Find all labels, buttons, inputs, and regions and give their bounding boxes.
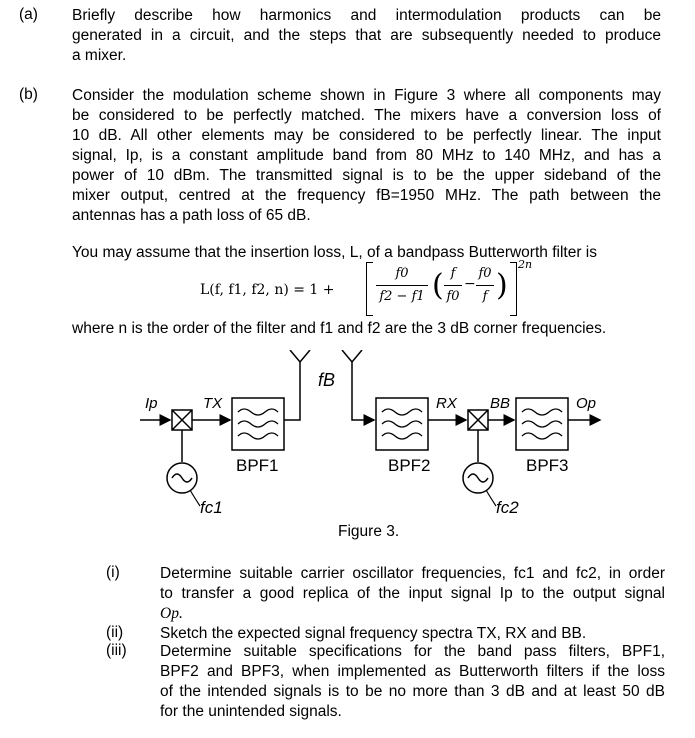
fb-label: fB (318, 370, 336, 390)
fc1-label: fc1 (200, 498, 223, 517)
formula-left-bracket (366, 262, 373, 316)
rx-antenna-feed (352, 362, 374, 420)
question-line: of the intended signals is to be no more than 3 dB and at least 50 dB (160, 683, 665, 700)
formula-frac2b-bar (476, 285, 494, 286)
part-b-line: antennas has a path loss of 65 dB. (72, 207, 311, 224)
part-a-line: a mixer. (72, 47, 127, 64)
formula-minus: − (464, 276, 476, 292)
rx-label: RX (436, 395, 457, 412)
formula-frac2a-bar (444, 285, 462, 286)
ip-label: Ip (145, 395, 158, 412)
lo1-sine (172, 474, 192, 482)
tx-antenna (290, 350, 310, 362)
question-i-text (160, 564, 665, 624)
op-label: Op (576, 395, 597, 412)
question-iii-text (160, 642, 665, 722)
question-line: for the unintended signals. (160, 703, 342, 720)
question-line: to transfer a good replica of the input signal Ip to the output signal (160, 585, 665, 602)
bpf2-block (376, 398, 428, 450)
part-a-text (72, 6, 661, 66)
question-i-marker: (i) (106, 564, 120, 581)
question-line: BPF2 and BPF3, when implemented as Butterworth filters if the loss (160, 663, 665, 680)
question-ii-marker: (ii) (106, 624, 124, 641)
figure-caption: Figure 3. (338, 523, 400, 540)
bb-label: BB (490, 395, 511, 412)
formula-frac2a-num: f (450, 266, 456, 281)
where-line: where n is the order of the filter and f1 and f2 are the 3 dB corner frequencies. (72, 320, 607, 337)
fc2-label: fc2 (496, 498, 519, 517)
part-a-line: Briefly describe how harmonics and intermodulation products can be (72, 7, 661, 24)
question-ii-text (160, 624, 665, 644)
part-b-line: Consider the modulation scheme shown in Figure 3 where all components may (72, 87, 661, 104)
lo2-sine (468, 474, 488, 482)
formula-lhs: L(f, f1, f2, n) = 1 + (200, 282, 335, 298)
insertion-loss-intro: You may assume that the insertion loss, L, of a bandpass Butterworth filter is (72, 244, 597, 261)
formula-frac1-den: f2 − f1 (379, 289, 425, 304)
part-b-line: mixer output, centred at the frequency fB=1950 MHz. The path between the (72, 187, 661, 204)
formula-exponent: 2n (518, 258, 533, 271)
part-a-marker: (a) (19, 6, 38, 23)
formula-frac2b-den: f (482, 289, 488, 304)
part-b-line: power of 10 dBm. The transmitted signal is to be the upper sideband of the (72, 167, 661, 184)
figure-3-diagram (0, 350, 695, 540)
formula-left-paren: ( (432, 268, 444, 303)
formula-frac1-num: f0 (395, 266, 409, 281)
formula-right-paren: ) (496, 268, 508, 303)
insertion-loss-formula (200, 258, 540, 322)
mixer-2 (468, 410, 488, 430)
question-line: Sketch the expected signal frequency spectra TX, RX and BB. (160, 625, 587, 642)
bpf3-label: BPF3 (526, 456, 569, 475)
tx-antenna-feed (284, 362, 300, 420)
bpf1-block (232, 398, 284, 450)
part-b-line: be considered to be perfectly matched. The mixers have a conversion loss of (72, 107, 661, 124)
fc2-leader (486, 490, 496, 506)
part-b-text (72, 86, 661, 226)
formula-frac2a-den: f0 (446, 289, 460, 304)
formula-frac2b-num: f0 (478, 266, 492, 281)
tx-label: TX (203, 395, 223, 412)
question-line: Determine suitable specifications for the band pass filters, BPF1, (160, 643, 665, 660)
part-b-marker: (b) (19, 86, 38, 103)
formula-frac1-bar (376, 285, 428, 286)
bpf2-label: BPF2 (388, 456, 431, 475)
question-line: Determine suitable carrier oscillator frequencies, fc1 and fc2, in order (160, 565, 665, 582)
formula-right-bracket (510, 262, 517, 316)
question-line: Op. (160, 605, 183, 622)
question-iii-marker: (iii) (106, 642, 127, 659)
bpf1-label: BPF1 (236, 456, 279, 475)
rx-antenna (342, 350, 362, 362)
bpf3-block (516, 398, 568, 450)
part-b-line: signal, Ip, is a constant amplitude band from 80 MHz to 140 MHz, and has a (72, 147, 661, 164)
part-b-line: 10 dB. All other elements may be considered to be perfectly linear. The input (72, 127, 661, 144)
fc1-leader (190, 490, 200, 506)
mixer-1 (172, 410, 192, 430)
part-a-line: generated in a circuit, and the steps that are subsequently needed to produce (72, 27, 661, 44)
